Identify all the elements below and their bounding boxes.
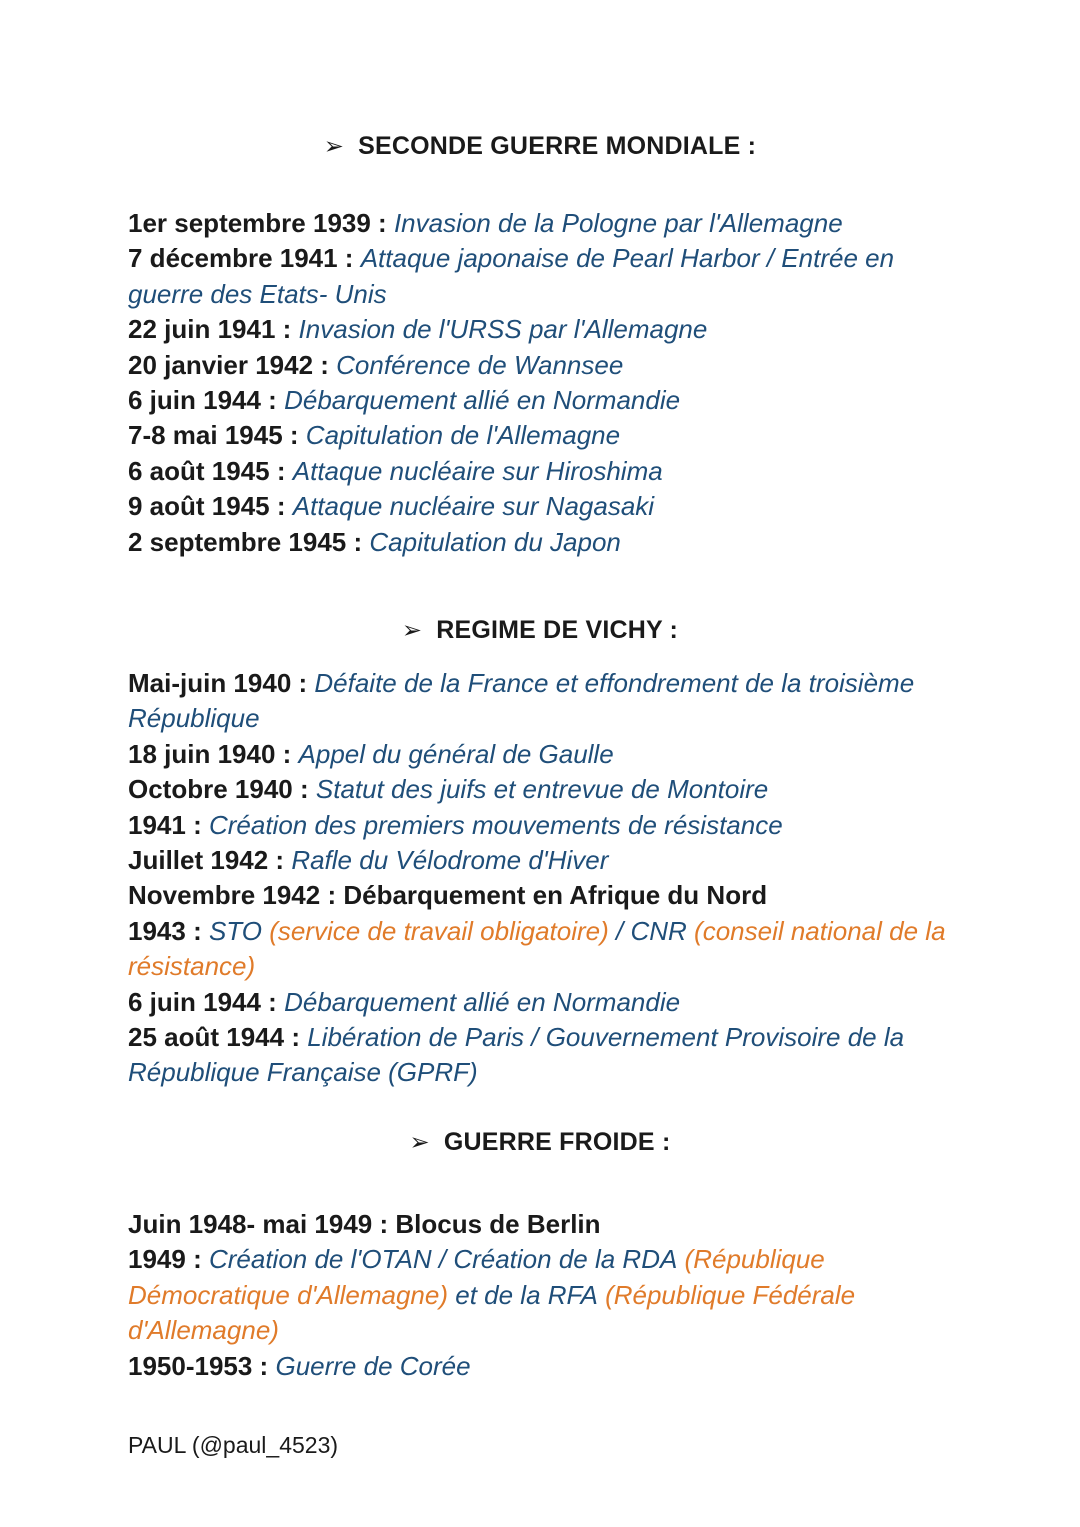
entry-date: 18 juin 1940 :: [128, 738, 292, 769]
entry-date: 1er septembre 1939 :: [128, 208, 387, 238]
timeline-entry: [128, 808, 968, 843]
entry-description: Attaque nucléaire sur Hiroshima: [292, 455, 663, 486]
entry-note: (service de travail obligatoire): [269, 915, 609, 946]
section-guerre-froide: [128, 1207, 968, 1384]
entry-description: Capitulation du Japon: [369, 526, 621, 557]
entry-description: Conférence de Wannsee: [336, 349, 624, 380]
entry-description: Statut des juifs et entrevue de Montoire: [315, 774, 769, 805]
entry-date: Mai-juin 1940 :: [128, 668, 308, 698]
timeline-entry: [128, 241, 968, 312]
section-title: REGIME DE VICHY :: [436, 616, 679, 644]
arrowhead-bullet-icon: ➢: [409, 1129, 430, 1156]
entry-date: 1943 :: [128, 915, 202, 946]
entry-description: Débarquement allié en Normandie: [284, 986, 681, 1017]
timeline-entry: [128, 843, 968, 878]
entry-description: Débarquement en Afrique du Nord: [343, 880, 768, 911]
entry-date: 6 juin 1944 :: [128, 385, 277, 416]
entry-description: / CNR: [616, 915, 687, 946]
arrowhead-bullet-icon: ➢: [323, 133, 345, 160]
entry-description: Invasion de la Pologne par l'Allemagne: [393, 208, 843, 238]
timeline-entry: [128, 1242, 968, 1348]
timeline-entry: [128, 878, 968, 913]
timeline-entry: [128, 525, 968, 560]
entry-description: Attaque japonaise de Pearl Harbor / Entrée en guerre des Etats- Unis: [128, 243, 895, 309]
section-heading-regime-vichy: [0, 616, 1080, 645]
entry-description: STO: [208, 915, 262, 946]
entry-description: Débarquement allié en Normandie: [284, 385, 681, 416]
entry-date: Octobre 1940 :: [128, 774, 309, 805]
timeline-entry: [128, 454, 968, 489]
timeline-entry: [128, 985, 968, 1020]
entry-description: et de la RFA: [455, 1279, 598, 1310]
section-heading-seconde-guerre: [0, 132, 1080, 161]
entry-description: Libération de Paris / Gouvernement Provisoire de la République Française (GPRF): [128, 1022, 905, 1088]
entry-date: 20 janvier 1942 :: [128, 349, 329, 380]
timeline-entry: [128, 1020, 968, 1091]
section-seconde-guerre: [128, 206, 968, 560]
timeline-entry: [128, 418, 968, 453]
entry-date: 25 août 1944 :: [128, 1022, 300, 1053]
entry-note: (conseil national de la résistance): [128, 915, 946, 982]
entry-description: Guerre de Corée: [275, 1350, 471, 1381]
entry-description: Création des premiers mouvements de résistance: [208, 809, 783, 840]
entry-date: 6 juin 1944 :: [128, 986, 277, 1017]
entry-date: 1950-1953 :: [128, 1350, 269, 1381]
entry-description: Appel du général de Gaulle: [298, 738, 614, 769]
section-heading-guerre-froide: [0, 1128, 1080, 1157]
timeline-entry: [128, 772, 968, 807]
entry-description: Attaque nucléaire sur Nagasaki: [292, 491, 655, 522]
entry-description: Blocus de Berlin: [395, 1209, 601, 1239]
entry-date: 6 août 1945 :: [128, 455, 286, 486]
entry-description: Rafle du Vélodrome d'Hiver: [291, 845, 609, 876]
entry-date: 22 juin 1941 :: [128, 314, 292, 345]
entry-date: 2 septembre 1945 :: [128, 526, 363, 557]
timeline-entry: [128, 489, 968, 524]
timeline-entry: [128, 1349, 968, 1384]
author-footer: PAUL (@paul_4523): [128, 1432, 339, 1458]
entry-date: 9 août 1945 :: [128, 491, 286, 522]
section-title: SECONDE GUERRE MONDIALE :: [358, 132, 757, 160]
timeline-entry: [128, 737, 968, 772]
entry-note: (République Fédérale d'Allemagne): [128, 1279, 856, 1346]
timeline-entry: [128, 348, 968, 383]
entry-note: (République Démocratique d'Allemagne): [128, 1244, 825, 1310]
timeline-entry: [128, 666, 968, 737]
entry-date: 7 décembre 1941 :: [128, 243, 354, 274]
section-regime-vichy: [128, 666, 968, 1091]
timeline-entry: [128, 206, 968, 241]
entry-description: Défaite de la France et effondrement de la troisième République: [128, 668, 915, 734]
section-title: GUERRE FROIDE :: [443, 1128, 671, 1156]
timeline-entry: [128, 1207, 968, 1242]
entry-date: 1941 :: [128, 809, 202, 840]
entry-description: Invasion de l'URSS par l'Allemagne: [298, 314, 708, 345]
entry-date: Juin 1948- mai 1949 :: [128, 1209, 389, 1239]
entry-date: Novembre 1942 :: [128, 880, 337, 911]
timeline-entry: [128, 312, 968, 347]
entry-date: 7-8 mai 1945 :: [128, 420, 299, 451]
arrowhead-bullet-icon: ➢: [401, 617, 423, 644]
timeline-entry: [128, 383, 968, 418]
entry-date: 1949 :: [128, 1244, 202, 1275]
entry-description: Création de l'OTAN / Création de la RDA: [208, 1244, 678, 1275]
entry-date: Juillet 1942 :: [128, 845, 285, 876]
entry-description: Capitulation de l'Allemagne: [305, 420, 621, 451]
timeline-entry: [128, 914, 968, 985]
